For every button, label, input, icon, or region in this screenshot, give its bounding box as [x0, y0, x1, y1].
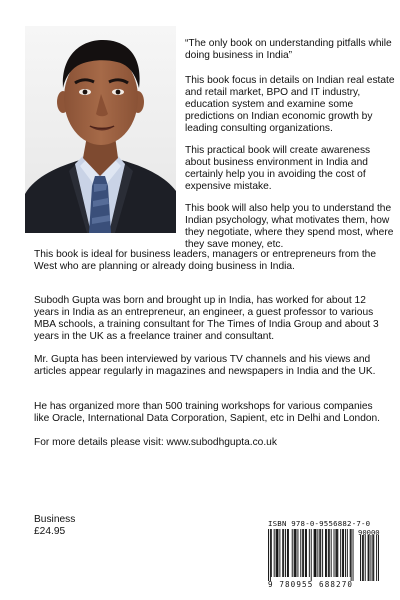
barcode-bar: [311, 529, 312, 581]
barcode-bar: [305, 529, 306, 577]
barcode-bar: [331, 529, 332, 577]
author-bio-paragraph-2: Mr. Gupta has been interviewed by various TV channels and his views and articles appear regularly in magazines and newspapers in India and the UK.: [34, 354, 376, 378]
isbn-text: ISBN 978-0-9556882-7-0: [268, 519, 371, 528]
barcode-bar: [288, 529, 289, 577]
barcode-bar: [277, 529, 278, 577]
barcode-bar: [306, 529, 307, 577]
tagline: “The only book on understanding pitfalls while doing business in India”: [185, 38, 392, 62]
barcode-bar: [271, 529, 272, 577]
barcode-bar: [296, 529, 297, 577]
barcode-bar: [316, 529, 317, 577]
ean-digits: 9 780955 688270: [268, 580, 354, 589]
barcode-bar: [345, 529, 346, 577]
barcode-bar: [353, 529, 354, 581]
barcode-bar: [315, 529, 316, 577]
author-photo: [25, 26, 176, 233]
more-details-line: For more details please visit: www.subodhgupta.co.uk: [34, 437, 277, 448]
barcode-bar: [270, 529, 271, 581]
author-portrait-icon: [25, 26, 176, 233]
barcode-bar: [337, 529, 338, 577]
barcode-bar: [340, 529, 341, 577]
barcode-bar: [297, 529, 298, 577]
barcode-bar: [317, 529, 318, 577]
category-label: Business: [34, 514, 76, 525]
barcode-bar: [322, 529, 323, 577]
barcode-bar: [350, 529, 351, 577]
addon-bar: [370, 535, 371, 581]
description-paragraph-3: This book will also help you to understand the Indian psychology, what motivates them, how they negotiate, where they spend most, where they save money, etc.: [185, 203, 394, 251]
barcode-bar: [319, 529, 320, 577]
barcode-bar: [276, 529, 277, 577]
price-block: [34, 514, 75, 538]
barcode-icon: [268, 529, 382, 581]
description-paragraph-1: This book focus in details on Indian real estate and retail market, BPO and IT industry, education system and examine some predictions on Indian economic growth by leading consulting organizations.: [185, 75, 395, 135]
addon-bar: [373, 535, 374, 581]
barcode-bar: [278, 529, 279, 577]
barcode-block: [268, 519, 382, 591]
barcode-bar: [309, 529, 310, 577]
barcode-bar: [300, 529, 301, 577]
barcode-bar: [336, 529, 337, 577]
barcode-bar: [283, 529, 284, 577]
barcode-bar: [303, 529, 304, 577]
addon-bar: [369, 535, 370, 581]
addon-bar: [376, 535, 377, 581]
addon-bar: [372, 535, 373, 581]
barcode-bar: [328, 529, 329, 577]
barcode-bar: [320, 529, 321, 577]
barcode-bar: [314, 529, 315, 577]
addon-bar: [362, 535, 363, 581]
addon-bar: [365, 535, 366, 581]
addon-bar: [360, 535, 361, 581]
barcode-bar: [279, 529, 280, 577]
price-label: £24.95: [34, 526, 66, 537]
barcode-bar: [347, 529, 348, 577]
barcode-bar: [302, 529, 303, 577]
barcode-bar: [268, 529, 269, 581]
barcode-bar: [287, 529, 288, 577]
audience-paragraph: This book is ideal for business leaders, managers or entrepreneurs from the West who are planning or already doing business in India.: [34, 249, 377, 273]
description-paragraph-2: This practical book will create awareness about business environment in India and certainly help you in avoiding the cost of expensive mistake.: [185, 145, 371, 193]
barcode-bar: [325, 529, 326, 577]
barcode-bar: [342, 529, 343, 577]
addon-code: 90000: [358, 528, 380, 537]
barcode-bar: [326, 529, 327, 577]
author-bio-paragraph-1: Subodh Gupta was born and brought up in India, has worked for about 12 years in India as an entrepreneur, an engineer, a guest professor to various MBA schools, a training consultant for The Times of India Group and about 3 years in the UK as a freelance trainer and consultant.: [34, 295, 379, 343]
barcode-bar: [285, 529, 286, 577]
barcode-bar: [335, 529, 336, 577]
author-bio-paragraph-3: He has organized more than 500 training workshops for various companies like Oracle, International Data Corporation, Sapient, etc in Delhi and London.: [34, 401, 381, 425]
barcode-bar: [274, 529, 275, 577]
addon-bar: [368, 535, 369, 581]
barcode-bar: [295, 529, 296, 577]
barcode-bar: [294, 529, 295, 577]
barcode-bar: [343, 529, 344, 577]
addon-bar: [363, 535, 364, 581]
barcode-bar: [329, 529, 330, 577]
barcode-bar: [334, 529, 335, 577]
barcode-bar: [282, 529, 283, 577]
addon-bar: [378, 535, 379, 581]
barcode-bar: [292, 529, 293, 577]
barcode-bar: [351, 529, 352, 581]
